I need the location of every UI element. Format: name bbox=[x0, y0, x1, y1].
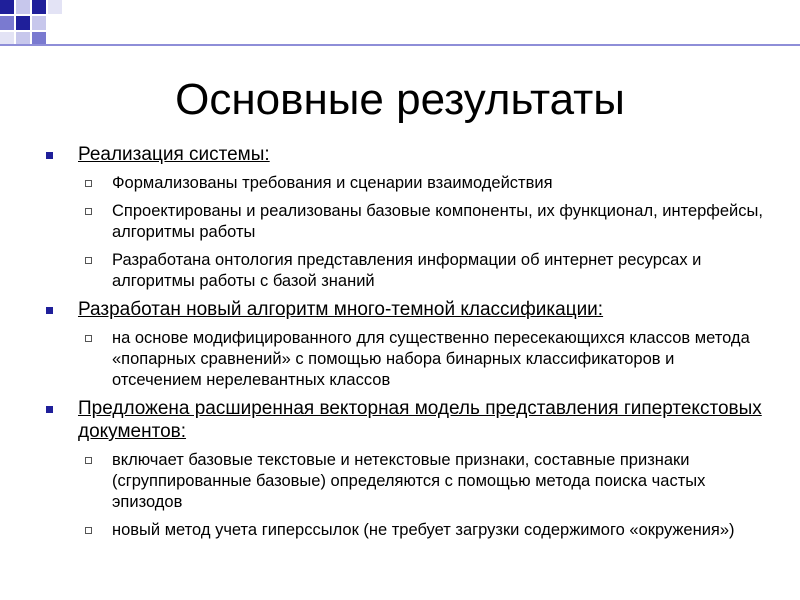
hollow-square-bullet-icon bbox=[85, 527, 92, 534]
section-heading-text: Разработан новый алгоритм много-темной классификации: bbox=[78, 299, 604, 320]
hollow-square-bullet-icon bbox=[85, 208, 92, 215]
deco-square bbox=[48, 0, 62, 14]
list-item-text: Разработана онтология представления информации об интернет ресурсах и алгоритмы работы с базой знаний bbox=[112, 251, 702, 290]
list-item-text: новый метод учета гиперссылок (не требует загрузки содержимого «окружения») bbox=[112, 521, 735, 539]
hollow-square-bullet-icon bbox=[85, 335, 92, 342]
square-bullet-icon bbox=[46, 307, 53, 314]
hollow-square-bullet-icon bbox=[85, 457, 92, 464]
slide-content bbox=[46, 137, 766, 541]
list-item-text: включает базовые текстовые и нетекстовые признаки, составные признаки (сгруппированные базовые) определяются с помощью метода поиска частых эпизодов bbox=[112, 451, 706, 511]
slide-title: Основные результаты bbox=[175, 75, 625, 124]
list-item bbox=[46, 520, 766, 541]
deco-square bbox=[32, 16, 46, 30]
list-item bbox=[46, 328, 766, 391]
header-divider-line bbox=[0, 44, 800, 46]
deco-square bbox=[32, 0, 46, 14]
list-item bbox=[46, 250, 766, 292]
hollow-square-bullet-icon bbox=[85, 180, 92, 187]
section-heading-algorithm bbox=[46, 298, 766, 321]
list-item-text: Формализованы требования и сценарии взаимодействия bbox=[112, 174, 553, 192]
list-item bbox=[46, 201, 766, 243]
list-item-text: на основе модифицированного для существенно пересекающихся классов метода «попарных сравнений» с помощью набора бинарных классификаторов и отсечением нерелевантных классов bbox=[112, 329, 750, 389]
deco-square bbox=[16, 16, 30, 30]
square-bullet-icon bbox=[46, 152, 53, 159]
section-heading-vector-model bbox=[46, 397, 766, 443]
section-heading-text: Реализация системы: bbox=[78, 144, 270, 165]
list-item-text: Спроектированы и реализованы базовые компоненты, их функционал, интерфейсы, алгоритмы работы bbox=[112, 202, 763, 241]
section-heading-implementation bbox=[46, 143, 766, 166]
square-bullet-icon bbox=[46, 406, 53, 413]
section-heading-text: Предложена расширенная векторная модель представления гипертекстовых документов: bbox=[78, 398, 762, 442]
hollow-square-bullet-icon bbox=[85, 257, 92, 264]
list-item bbox=[46, 173, 766, 194]
deco-square bbox=[16, 0, 30, 14]
list-item bbox=[46, 450, 766, 513]
deco-square bbox=[0, 16, 14, 30]
deco-square bbox=[0, 0, 14, 14]
